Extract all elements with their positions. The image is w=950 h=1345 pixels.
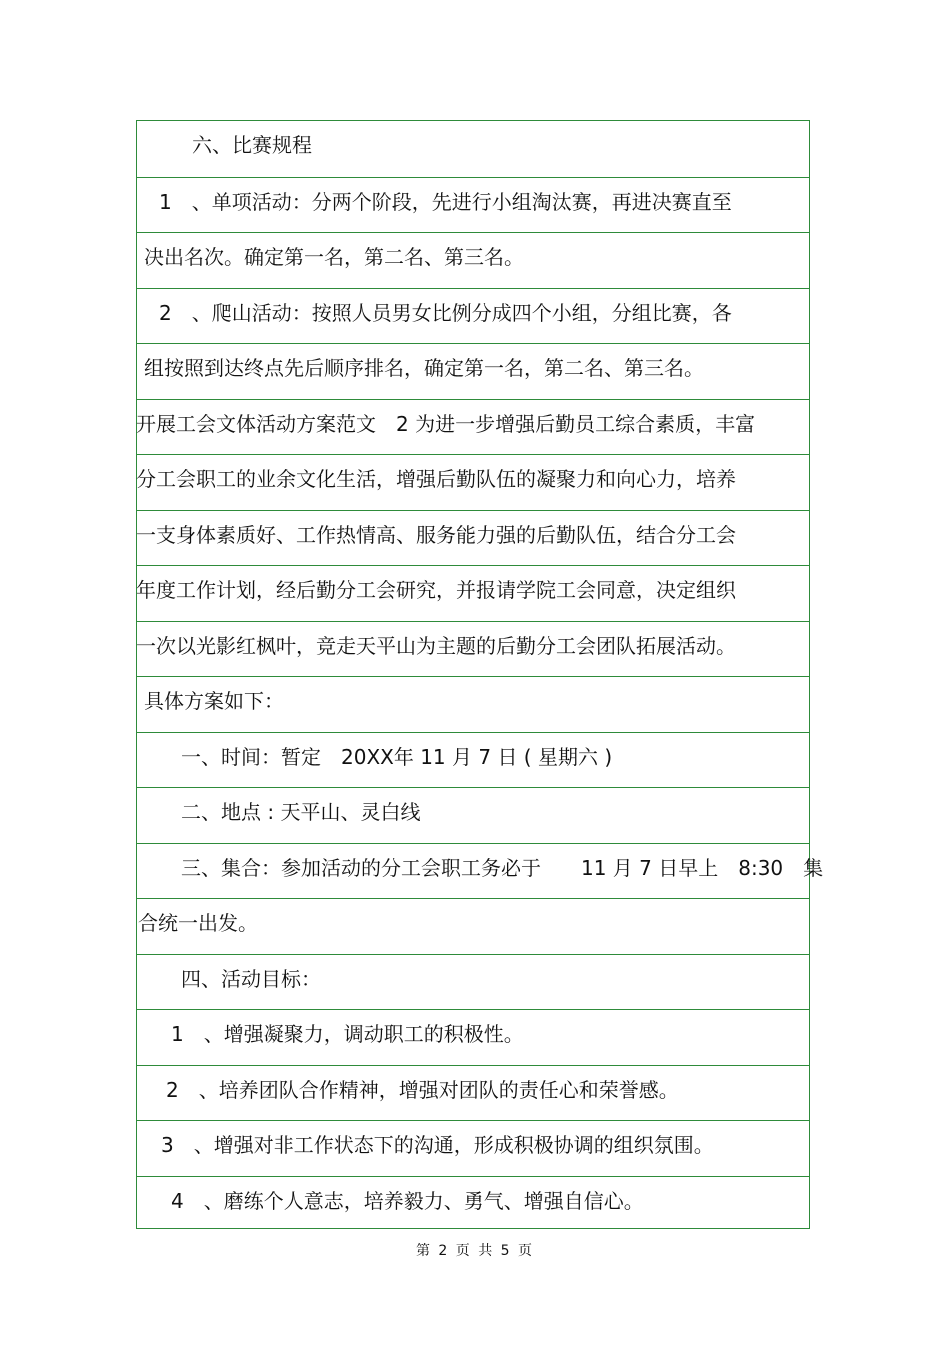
table-row [137,232,809,288]
table-row [137,787,809,843]
text-line: 年度工作计划，经后勤分工会研究，并报请学院工会同意，决定组织 [136,578,736,602]
table-row [137,288,809,344]
table-row [137,898,809,954]
text-line: 开展工会文体活动方案范文 2 为进一步增强后勤员工综合素质，丰富 [136,411,756,436]
text-line: 组按照到达终点先后顺序排名，确定第一名，第二名、第三名。 [144,356,704,380]
table-row [137,1120,809,1176]
table-row [137,732,809,788]
table-row [137,399,809,455]
table-row [137,954,809,1010]
document-table [136,120,824,1229]
text-line: 1 、单项活动：分两个阶段，先进行小组淘汰赛，再进决赛直至 [159,189,732,214]
text-line: 一、时间：暂定 20XX年 11 月 7 日 ( 星期六 ) [181,744,613,769]
section-heading: 四、活动目标： [181,966,321,991]
text-line: 二、地点 : 天平山、灵白线 [181,800,421,824]
table-row [137,676,809,732]
table-row [137,1009,809,1065]
text-line: 2 、爬山活动：按照人员男女比例分成四个小组，分组比赛，各 [159,300,732,325]
table-row [137,343,809,399]
table-row [137,621,809,677]
text-line: 决出名次。确定第一名，第二名、第三名。 [144,245,524,269]
text-line: 具体方案如下： [144,689,284,713]
text-line: 4 、磨练个人意志，培养毅力、勇气、增强自信心。 [171,1188,644,1213]
text-line: 3 、增强对非工作状态下的沟通，形成积极协调的组织氛围。 [161,1133,714,1157]
table-row [137,177,809,233]
text-line: 一支身体素质好、工作热情高、服务能力强的后勤队伍，结合分工会 [136,522,736,547]
text-line: 1 、增强凝聚力，调动职工的积极性。 [171,1022,524,1046]
table-row [137,510,809,566]
table-row [137,121,809,177]
text-line: 一次以光影红枫叶，竞走天平山为主题的后勤分工会团队拓展活动。 [136,633,736,658]
text-line: 三、集合：参加活动的分工会职工务必于 11 月 7 日早上 8:30 集 [181,855,824,880]
table-row [137,843,824,899]
table-row [137,1065,809,1121]
page-footer: 第 2 页 共 5 页 [415,1243,535,1259]
text-line: 合统一出发。 [138,911,258,935]
table-row [137,1176,809,1232]
table-row [137,454,809,510]
section-heading: 六、比赛规程 [192,133,312,157]
table-row [137,565,809,621]
text-line: 分工会职工的业余文化生活，增强后勤队伍的凝聚力和向心力，培养 [136,467,736,491]
text-line: 2 、培养团队合作精神，增强对团队的责任心和荣誉感。 [166,1077,679,1102]
